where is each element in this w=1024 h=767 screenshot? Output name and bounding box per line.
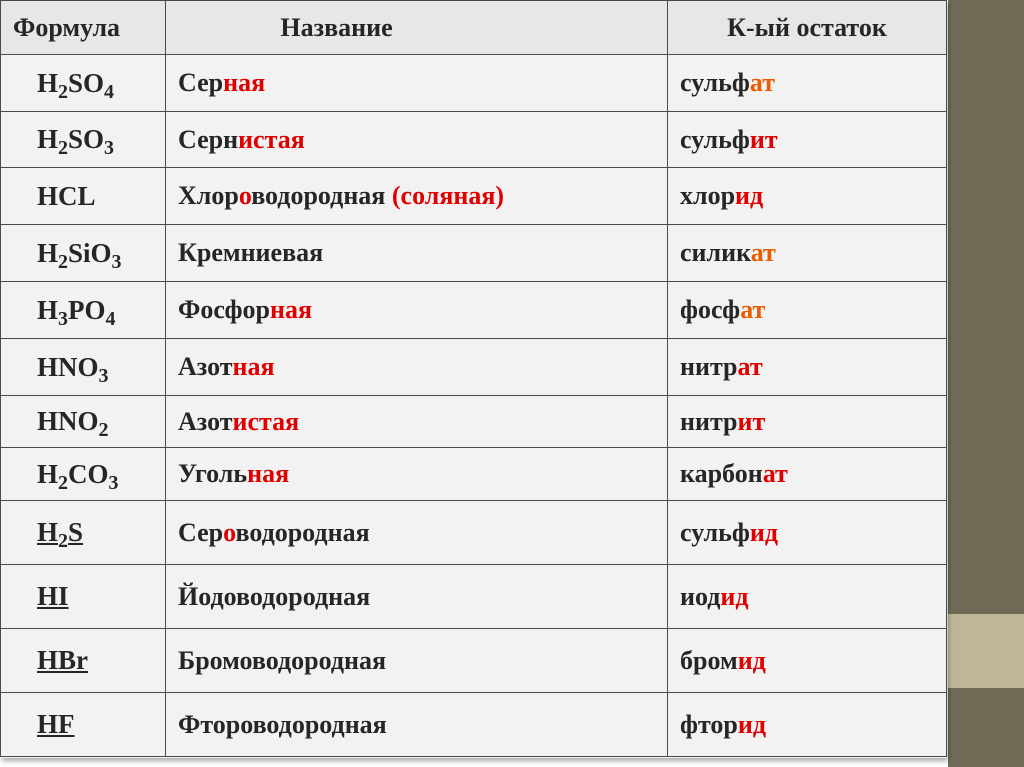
- text-segment: Сер: [178, 68, 224, 97]
- table-row: [1, 112, 947, 168]
- text-segment: силик: [680, 238, 751, 267]
- formula-text: HNO: [37, 406, 99, 436]
- text-segment: Кремниевая: [178, 238, 324, 267]
- formula-text: HCL: [37, 180, 96, 211]
- highlighted-suffix: ит: [749, 124, 778, 154]
- formula-cell: [1, 282, 166, 339]
- formula-subscript: 2: [58, 471, 69, 494]
- acid-name-cell: [166, 629, 668, 693]
- formula-cell: [1, 448, 166, 501]
- acid-name-cell: [166, 55, 668, 112]
- highlighted-suffix: ная: [269, 295, 313, 324]
- acid-name-cell: [166, 282, 668, 339]
- acid-residue-cell: [668, 693, 947, 757]
- formula-cell: [1, 396, 166, 448]
- highlighted-suffix: ид: [720, 581, 749, 611]
- formula-subscript: 4: [104, 80, 115, 103]
- table-header-row: [1, 1, 947, 55]
- formula-cell: [1, 565, 166, 629]
- formula-cell: [1, 168, 166, 225]
- text-segment: карбон: [680, 459, 763, 488]
- formula-subscript: 2: [58, 137, 69, 159]
- text-segment: Азот: [178, 352, 233, 381]
- formula-text: HNO: [37, 351, 99, 382]
- text-segment: хлор: [680, 181, 736, 210]
- decorative-side-bar: [948, 0, 1024, 767]
- highlighted-suffix: ид: [735, 181, 764, 210]
- text-segment: водородная: [235, 517, 370, 547]
- text-segment: нитр: [680, 352, 738, 381]
- text-segment: сульф: [680, 68, 750, 97]
- acid-name-cell: [166, 112, 668, 168]
- text-segment: нитр: [680, 406, 738, 436]
- acid-name-cell: [166, 396, 668, 448]
- acid-residue-cell: [668, 112, 947, 168]
- highlighted-suffix: истая: [238, 124, 305, 154]
- highlighted-suffix: истая: [232, 406, 300, 436]
- acid-residue-cell: [668, 501, 947, 565]
- highlighted-suffix: ат: [750, 238, 776, 267]
- highlighted-suffix: о: [238, 181, 252, 210]
- table-row: [1, 168, 947, 225]
- acid-residue-cell: [668, 339, 947, 396]
- highlighted-suffix: ная: [223, 68, 266, 97]
- highlighted-suffix: ат: [762, 459, 788, 488]
- formula-cell: [1, 225, 166, 282]
- acid-residue-cell: [668, 448, 947, 501]
- text-segment: фтор: [680, 709, 738, 739]
- text-segment: водородная: [251, 181, 392, 210]
- table-body: [1, 55, 947, 757]
- formula-cell: [1, 112, 166, 168]
- formula-subscript: 3: [98, 364, 109, 387]
- text-segment: Хлор: [178, 181, 239, 210]
- formula-subscript: 2: [58, 80, 69, 103]
- text-segment: Фосфор: [178, 295, 270, 324]
- formula-subscript: 3: [108, 471, 119, 494]
- header-name: Название: [166, 1, 668, 55]
- formula-text: H: [37, 517, 59, 547]
- acid-name-cell: [166, 565, 668, 629]
- highlighted-suffix: ид: [737, 645, 766, 675]
- formula-text: HBr: [37, 645, 88, 675]
- formula-text: HI: [37, 581, 69, 611]
- acid-residue-cell: [668, 396, 947, 448]
- table-row: [1, 55, 947, 112]
- text-segment: Уголь: [178, 459, 248, 488]
- formula-cell: [1, 693, 166, 757]
- header-residue: К-ый остаток: [668, 1, 947, 55]
- table-row: [1, 693, 947, 757]
- decorative-side-bar-accent: [948, 614, 1024, 688]
- formula-cell: [1, 55, 166, 112]
- highlighted-suffix: ат: [749, 68, 775, 97]
- formula-text: H: [37, 237, 59, 268]
- formula-text: H: [37, 67, 59, 98]
- acid-residue-cell: [668, 225, 947, 282]
- table-row: [1, 501, 947, 565]
- text-segment: Азот: [178, 406, 233, 436]
- highlighted-suffix: ат: [737, 352, 763, 381]
- formula-subscript: 2: [58, 530, 69, 552]
- text-segment: бром: [680, 645, 738, 675]
- highlighted-suffix: (соляная): [391, 181, 505, 210]
- acid-residue-cell: [668, 565, 947, 629]
- acid-name-cell: [166, 448, 668, 501]
- text-segment: сульф: [680, 517, 750, 547]
- formula-cell: [1, 501, 166, 565]
- text-segment: фосф: [680, 295, 741, 324]
- acid-name-cell: [166, 693, 668, 757]
- text-segment: сульф: [680, 124, 750, 154]
- formula-text: PO: [68, 294, 106, 325]
- highlighted-suffix: ид: [737, 709, 767, 739]
- acid-name-cell: [166, 168, 668, 225]
- formula-subscript: 2: [98, 419, 109, 441]
- formula-text: CO: [68, 458, 109, 489]
- formula-text: H: [37, 294, 59, 325]
- formula-subscript: 3: [111, 250, 122, 273]
- acid-residue-cell: [668, 629, 947, 693]
- formula-subscript: 3: [104, 137, 115, 159]
- formula-text: H: [37, 458, 59, 489]
- formula-subscript: 2: [58, 250, 69, 273]
- acid-residue-cell: [668, 282, 947, 339]
- formula-text: HF: [37, 709, 75, 739]
- table-row: [1, 282, 947, 339]
- acid-residue-cell: [668, 55, 947, 112]
- acid-name-cell: [166, 339, 668, 396]
- formula-text: SO: [68, 67, 105, 98]
- formula-text: S: [68, 517, 84, 547]
- highlighted-suffix: о: [223, 517, 236, 547]
- formula-subscript: 3: [58, 307, 69, 330]
- highlighted-suffix: ная: [232, 352, 275, 381]
- table-row: [1, 225, 947, 282]
- formula-text: H: [37, 124, 59, 154]
- highlighted-suffix: ат: [740, 295, 766, 324]
- text-segment: Сер: [178, 517, 224, 547]
- text-segment: иод: [680, 581, 721, 611]
- acid-residue-cell: [668, 168, 947, 225]
- formula-text: SO: [68, 124, 105, 154]
- table-row: [1, 396, 947, 448]
- formula-cell: [1, 629, 166, 693]
- highlighted-suffix: ид: [749, 517, 779, 547]
- text-segment: Йодоводородная: [178, 581, 371, 611]
- text-segment: Бромоводородная: [178, 645, 387, 675]
- acid-name-cell: [166, 225, 668, 282]
- text-segment: Фтороводородная: [178, 709, 387, 739]
- table-row: [1, 629, 947, 693]
- table-row: [1, 448, 947, 501]
- highlighted-suffix: ная: [247, 459, 290, 488]
- acid-name-cell: [166, 501, 668, 565]
- formula-cell: [1, 339, 166, 396]
- header-formula: Формула: [1, 1, 166, 55]
- table-row: [1, 339, 947, 396]
- formula-text: SiO: [68, 237, 112, 268]
- table-row: [1, 565, 947, 629]
- text-segment: Серн: [178, 124, 239, 154]
- formula-subscript: 4: [105, 307, 116, 330]
- highlighted-suffix: ит: [737, 406, 766, 436]
